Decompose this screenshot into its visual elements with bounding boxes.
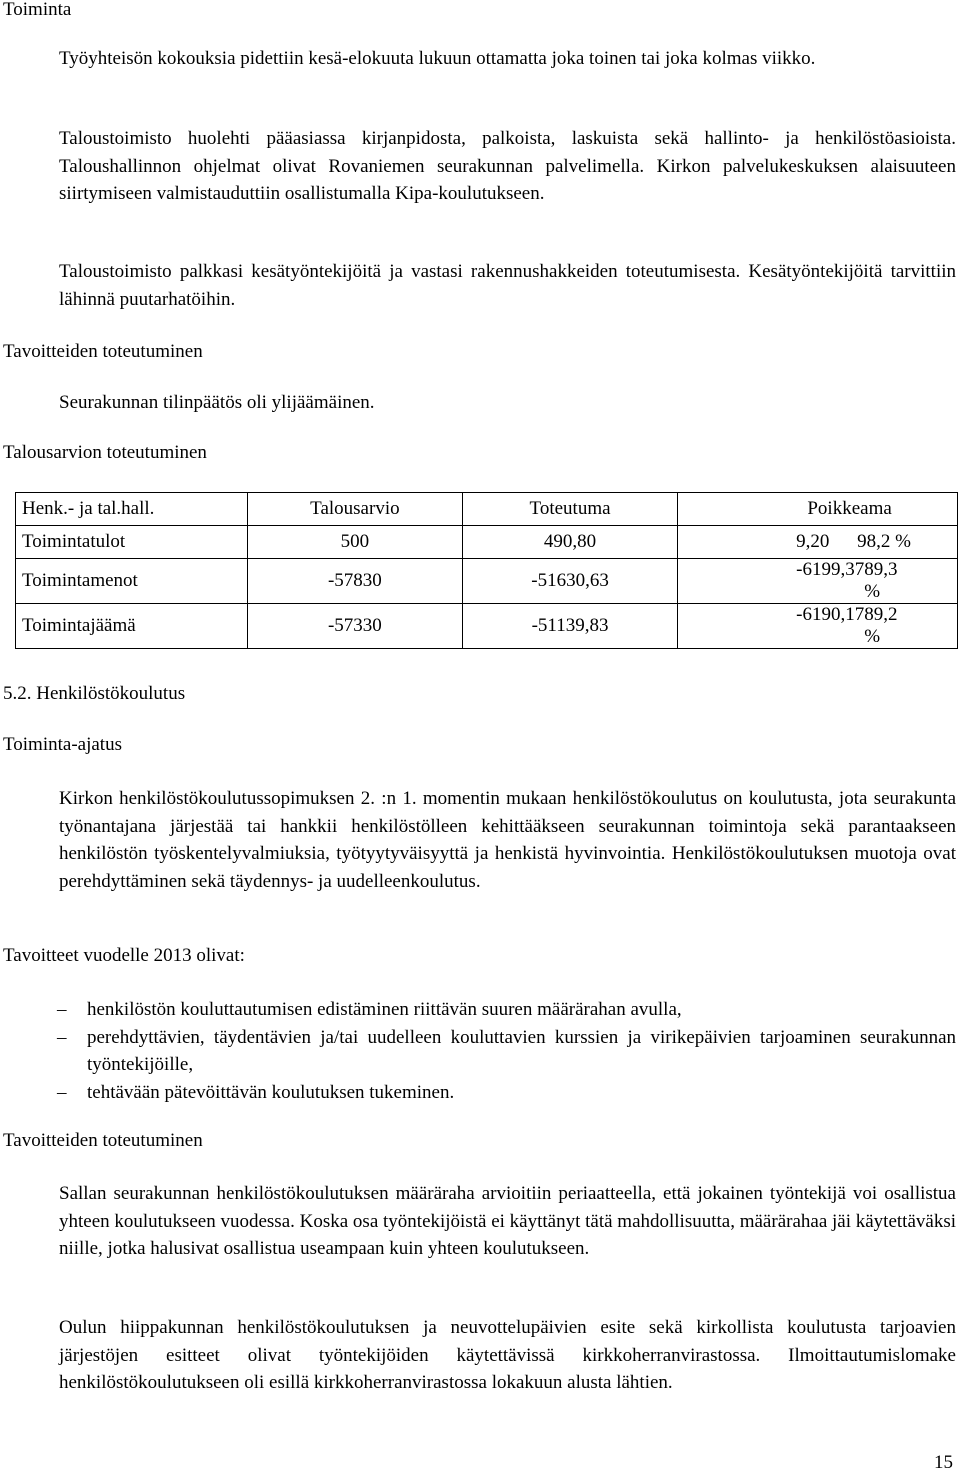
- paragraph-kokoukset: Työyhteisön kokouksia pidettiin kesä-elokuuta lukuun ottamatta joka toinen tai joka kolmas viikko.: [59, 48, 816, 69]
- poikkeama-value: -6199,37: [796, 559, 865, 580]
- table-row: [16, 559, 958, 604]
- poikkeama-percent: 98,2 %: [857, 531, 911, 552]
- table-cell-toteutuma: 490,80: [462, 526, 677, 559]
- poikkeama-value: 9,20: [796, 531, 830, 552]
- list-item: [57, 1024, 956, 1079]
- table-cell-label: Toimintajäämä: [16, 604, 248, 649]
- table-row: [16, 526, 958, 559]
- table-header-row: [16, 493, 958, 526]
- paragraph-taloustoimisto: Taloustoimisto huolehti pääasiassa kirjanpidosta, palkoista, laskuista sekä hallinto- ja henkilöstöasioista. Taloushallinnon ohjelmat olivat Rovaniemen seurakunnan palvelimella. Kirkon palvelukeskuksen alaisuuteen siirtymiseen valmistauduttiin osallistumalla Kipa-koulutukseen.: [59, 128, 956, 204]
- table-header-text: Poikkeama: [807, 498, 892, 519]
- dash-bullet: –: [57, 1026, 67, 1048]
- table-header-cell: Talousarvio: [247, 493, 462, 526]
- table-cell-talousarvio: -57330: [247, 604, 462, 649]
- heading-talousarvion-toteutuminen: Talousarvion toteutuminen: [3, 442, 207, 463]
- heading-henkilostokoulutus: 5.2. Henkilöstökoulutus: [3, 683, 186, 704]
- paragraph-tilinpaatos: Seurakunnan tilinpäätös oli ylijäämäinen.: [59, 392, 375, 413]
- table-cell-talousarvio: -57830: [247, 559, 462, 604]
- table-header-cell: Toteutuma: [462, 493, 677, 526]
- goals-list: [57, 996, 956, 1106]
- heading-tavoitteet-2013: Tavoitteet vuodelle 2013 olivat:: [3, 945, 245, 966]
- heading-toiminta: Toiminta: [3, 0, 72, 20]
- list-item-text: henkilöstön kouluttautumisen edistäminen riittävän suuren määrärahan avulla,: [87, 999, 682, 1020]
- heading-tavoitteiden-toteutuminen: Tavoitteiden toteutuminen: [3, 341, 203, 362]
- dash-bullet: –: [57, 999, 67, 1020]
- poikkeama-percent: 89,3 %: [864, 559, 898, 602]
- table-cell-talousarvio: 500: [247, 526, 462, 559]
- heading-toiminta-ajatus: Toiminta-ajatus: [3, 734, 122, 755]
- paragraph-maararaha: Sallan seurakunnan henkilöstökoulutuksen määräraha arvioitiin periaatteella, että jokainen työntekijä voi osallistua yhteen koulutukseen vuodessa. Koska osa työntekijöistä ei käyttänyt tätä mahdollisuutta, määrärahaa jäi käytettäväksi niille, jotka halusivat osallistua useampaan kuin yhteen koulutukseen.: [59, 1183, 956, 1259]
- list-item-text: tehtävään pätevöittävän koulutuksen tukeminen.: [87, 1081, 455, 1103]
- page-number: 15: [934, 1452, 953, 1473]
- table-cell-poikkeama: [678, 559, 958, 604]
- paragraph-toiminta-ajatus: Kirkon henkilöstökoulutussopimuksen 2. :n 1. momentin mukaan henkilöstökoulutus on koulutusta, jota seurakunta työnantajana järjestää tai hankkii henkilöstölleen kehittääkseen seurakunnan toimintoja sekä parantaakseen henkilöstön työskentelyvalmiuksia, työtyytyväisyyttä ja henkistä hyvinvointia. Henkilöstökoulutuksen muotoja ovat perehdyttäminen sekä täydennys- ja uudelleenkoulutus.: [59, 788, 956, 892]
- table-cell-toteutuma: -51630,63: [462, 559, 677, 604]
- budget-table: [15, 492, 958, 649]
- table-cell-label: Toimintamenot: [16, 559, 248, 604]
- table-header-cell: [678, 493, 958, 526]
- list-item: [57, 996, 956, 1024]
- heading-tavoitteiden-toteutuminen-2: Tavoitteiden toteutuminen: [3, 1130, 203, 1151]
- table-row: [16, 604, 958, 649]
- table-cell-label: Toimintatulot: [16, 526, 248, 559]
- poikkeama-percent: 89,2 %: [864, 604, 898, 647]
- table-cell-poikkeama: [678, 604, 958, 649]
- list-item-text: perehdyttävien, täydentävien ja/tai uudelleen kouluttavien kurssien ja virikepäivien tarjoaminen seurakunnan työntekijöille,: [87, 1026, 956, 1075]
- table-cell-toteutuma: -51139,83: [462, 604, 677, 649]
- paragraph-esite: Oulun hiippakunnan henkilöstökoulutuksen ja neuvottelupäivien esite sekä kirkollista koulutusta tarjoavien järjestöjen esitteet olivat työntekijöiden käytettävissä kirkkoherranvirastossa. Ilmoittautumislomake henkilöstökoulutukseen oli esillä kirkkoherranvirastossa lokakuun alusta lähtien.: [59, 1317, 956, 1393]
- table-header-cell: Henk.- ja tal.hall.: [16, 493, 248, 526]
- poikkeama-value: -6190,17: [796, 604, 865, 625]
- list-item: [57, 1079, 956, 1107]
- paragraph-kesatyontekijat: Taloustoimisto palkkasi kesätyöntekijöitä ja vastasi rakennushakkeiden toteutumisesta. Kesätyöntekijöitä tarvittiin lähinnä puutarhatöihin.: [59, 261, 956, 310]
- dash-bullet: –: [57, 1081, 67, 1103]
- table-cell-poikkeama: [678, 526, 958, 559]
